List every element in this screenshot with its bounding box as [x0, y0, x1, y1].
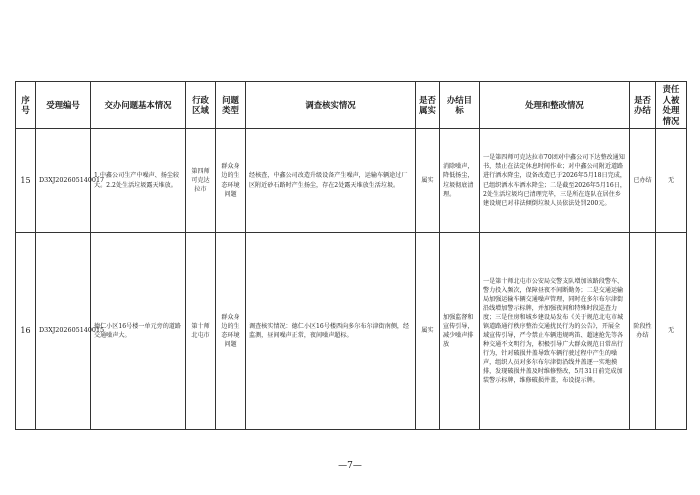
header-seq: 序号: [16, 82, 36, 129]
row-responsible: 无: [656, 233, 687, 430]
page-number: —7—: [338, 461, 362, 471]
complaint-table: [15, 81, 687, 430]
row-verified: 属实: [416, 129, 440, 233]
row-code: D3XJ202605140015: [36, 233, 91, 430]
row-responsible: 无: [656, 129, 687, 233]
row-investigation: 调查核实情况：德仁小区16号楼西向多尔布尔津街南侧，经监测，昼间噪声正常，夜间噪声超标。: [246, 233, 416, 430]
row-code: D3XJ202605140017: [36, 129, 91, 233]
row-seq: 16: [16, 233, 36, 430]
row-seq: 15: [16, 129, 36, 233]
header-region: 行政区域: [186, 82, 216, 129]
row-type: 群众身边的生态环境问题: [216, 233, 246, 430]
header-responsible: 责任人被处理情况: [656, 82, 687, 129]
header-handling: 处理和整改情况: [480, 82, 630, 129]
row-completed: 已办结: [630, 129, 656, 233]
header-type: 问题类型: [216, 82, 246, 129]
row-verified: 属实: [416, 233, 440, 430]
header-row: [16, 82, 687, 129]
row-region: 第十师北屯市: [186, 233, 216, 430]
row-issue: 1.中鑫公司生产中噪声、扬尘较大。2.2处生活垃圾露天堆放。: [91, 129, 186, 233]
header-issue: 交办问题基本情况: [91, 82, 186, 129]
table-row: [16, 233, 687, 430]
header-goal: 办结目标: [440, 82, 480, 129]
row-handling: 一是第四师可克达拉市70团对中鑫公司下达整改通知书，禁止在法定休息时间作业；对中鑫公司附近道路进行洒水降尘，设备改造已于2026年5月18日完成，已组织洒水车洒水降尘；二是截至2026年5月16日，2处生活垃圾均已清理完毕，三是所在连队在居住乡建设规已对非法倾倒垃圾人员依法处罚200元。: [480, 129, 630, 233]
header-verified: 是否属实: [416, 82, 440, 129]
row-handling: 一是第十师北屯市公安局交警支队增加该路段警车、警力投入频次，保障昼夜不间断勤务；二是交通运输局加强运输车辆交通噪声管理，同时在多尔布尔津街沿线增加警示标牌，并加强夜间和特殊时段巡查力度；三是住房和城乡建设局发布《关于规范北屯市城镇道路通行秩序整治交通扰民行为的公告》，开展全域宣传引导，严令禁止车辆违规鸣笛、超速抢先等各种交通不文明行为，积极引导广大群众规范日常出行行为，针对破损井盖导致车辆行驶过程中产生的噪声，组织人员对多尔布尔津街沿线井盖逐一实地摸排，发现破损井盖及时维修整改，5月31日前完成加装警示标牌，维修破损井盖，布设提示牌。: [480, 233, 630, 430]
header-code: 受理编号: [36, 82, 91, 129]
row-issue: 德仁小区16号楼一单元旁的道路交通噪声大。: [91, 233, 186, 430]
row-investigation: 经核查，中鑫公司改造升级设备产生噪声，运输车辆途过厂区附近砂石路时产生扬尘，存在2处露天堆放生活垃圾。: [246, 129, 416, 233]
header-completed: 是否办结: [630, 82, 656, 129]
row-type: 群众身边的生态环境问题: [216, 129, 246, 233]
row-goal: 消除噪声，降低扬尘，垃圾彻底清理。: [440, 129, 480, 233]
row-completed: 阶段性办结: [630, 233, 656, 430]
row-region: 第四师可克达拉市: [186, 129, 216, 233]
header-investigation: 调查核实情况: [246, 82, 416, 129]
row-goal: 加强监督和宣传引导，减少噪声排放: [440, 233, 480, 430]
table-row: [16, 129, 687, 233]
